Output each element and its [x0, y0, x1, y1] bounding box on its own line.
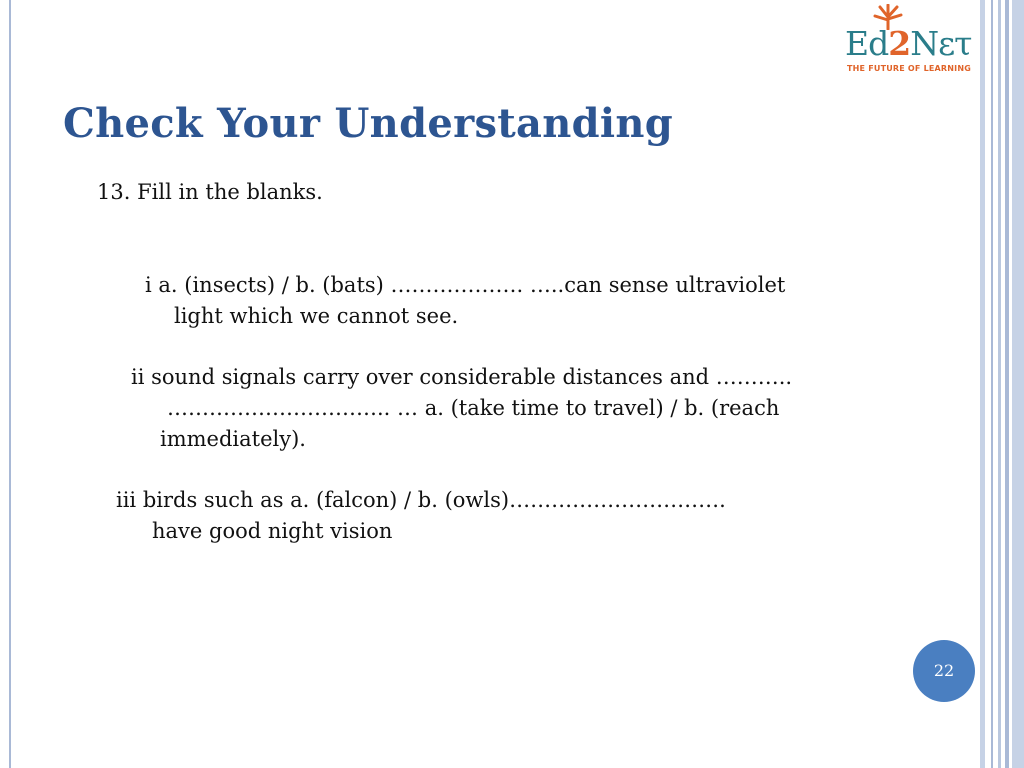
- question-line: ………………………….. … a. (take time to travel) / b. (reach: [167, 396, 780, 420]
- right-border-stripes: [978, 0, 1024, 768]
- question-line: ii sound signals carry over considerable distances and ………..: [131, 365, 793, 389]
- question-item-i: [145, 270, 785, 332]
- logo-tagline: THE FUTURE OF LEARNING: [847, 64, 972, 73]
- logo-wordmark-two: 2: [888, 24, 911, 63]
- question-prompt: 13. Fill in the blanks.: [97, 180, 323, 204]
- left-border-rule: [9, 0, 11, 768]
- ed2net-logo: [845, 6, 977, 76]
- logo-wordmark-suffix: Nετ: [910, 24, 972, 63]
- question-item-iii: [116, 485, 726, 547]
- question-line: iii birds such as a. (falcon) / b. (owls)………………………….: [116, 488, 726, 512]
- question-line: light which we cannot see.: [174, 304, 459, 328]
- logo-wordmark-prefix: Ed: [845, 24, 889, 63]
- question-line: immediately).: [160, 427, 306, 451]
- question-line: i a. (insects) / b. (bats) ………………. …..can sense ultraviolet: [145, 273, 786, 297]
- page-number-badge: 22: [913, 640, 975, 702]
- logo-wordmark: [845, 26, 971, 62]
- slide-title: Check Your Understanding: [63, 100, 674, 147]
- question-line: have good night vision: [152, 519, 393, 543]
- question-item-ii: [131, 362, 792, 455]
